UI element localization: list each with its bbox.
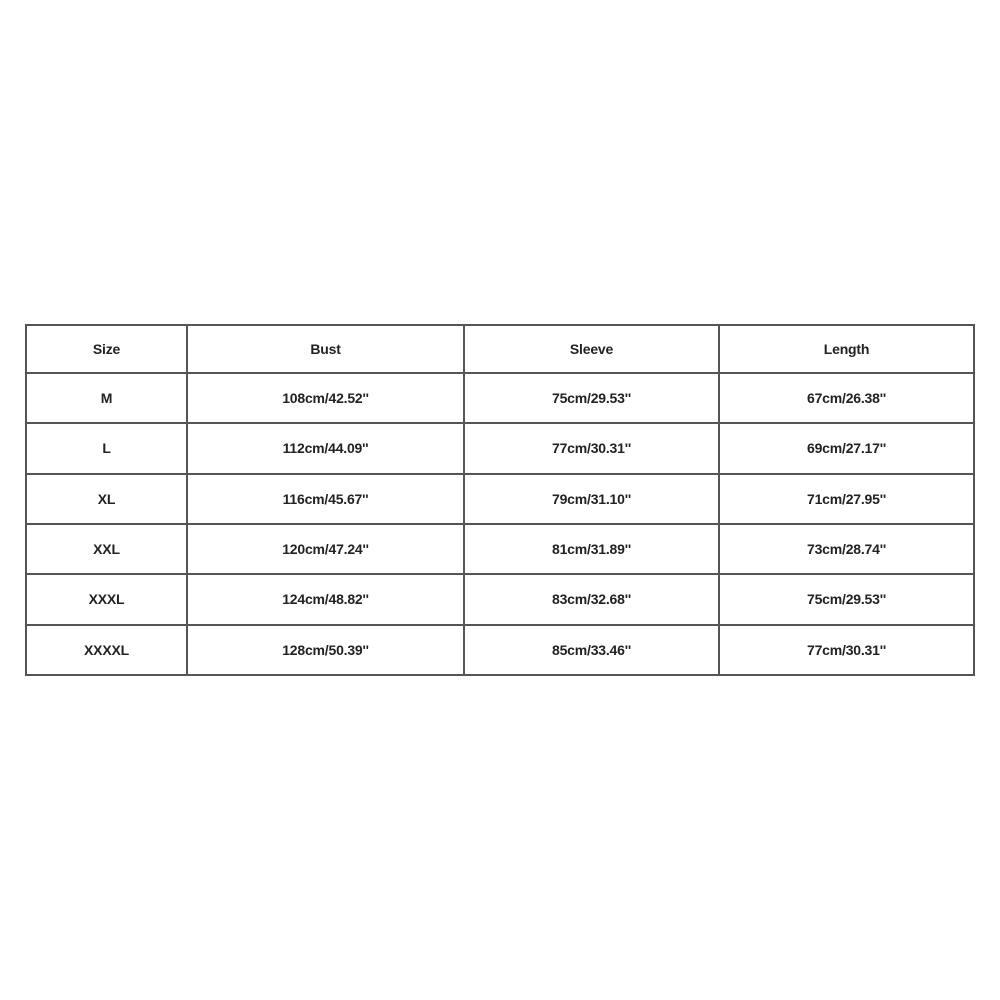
cell-sleeve: 79cm/31.10''	[464, 474, 719, 524]
table-row	[26, 625, 974, 675]
cell-size: XL	[26, 474, 187, 524]
cell-length: 73cm/28.74''	[719, 524, 974, 574]
size-chart-table	[25, 324, 975, 676]
cell-bust: 120cm/47.24''	[187, 524, 464, 574]
cell-bust: 124cm/48.82''	[187, 574, 464, 624]
table-row	[26, 474, 974, 524]
cell-sleeve: 83cm/32.68''	[464, 574, 719, 624]
table-row	[26, 524, 974, 574]
cell-sleeve: 81cm/31.89''	[464, 524, 719, 574]
table-row	[26, 423, 974, 473]
cell-sleeve: 85cm/33.46''	[464, 625, 719, 675]
header-size: Size	[26, 325, 187, 373]
header-length: Length	[719, 325, 974, 373]
cell-length: 67cm/26.38''	[719, 373, 974, 423]
cell-sleeve: 75cm/29.53''	[464, 373, 719, 423]
cell-length: 75cm/29.53''	[719, 574, 974, 624]
header-sleeve: Sleeve	[464, 325, 719, 373]
cell-size: L	[26, 423, 187, 473]
cell-size: XXXXL	[26, 625, 187, 675]
cell-length: 77cm/30.31''	[719, 625, 974, 675]
cell-bust: 112cm/44.09''	[187, 423, 464, 473]
cell-bust: 128cm/50.39''	[187, 625, 464, 675]
cell-length: 69cm/27.17''	[719, 423, 974, 473]
cell-size: XXL	[26, 524, 187, 574]
cell-size: M	[26, 373, 187, 423]
table-row	[26, 574, 974, 624]
cell-bust: 116cm/45.67''	[187, 474, 464, 524]
table-header-row	[26, 325, 974, 373]
header-bust: Bust	[187, 325, 464, 373]
cell-size: XXXL	[26, 574, 187, 624]
cell-bust: 108cm/42.52''	[187, 373, 464, 423]
cell-sleeve: 77cm/30.31''	[464, 423, 719, 473]
table-row	[26, 373, 974, 423]
cell-length: 71cm/27.95''	[719, 474, 974, 524]
